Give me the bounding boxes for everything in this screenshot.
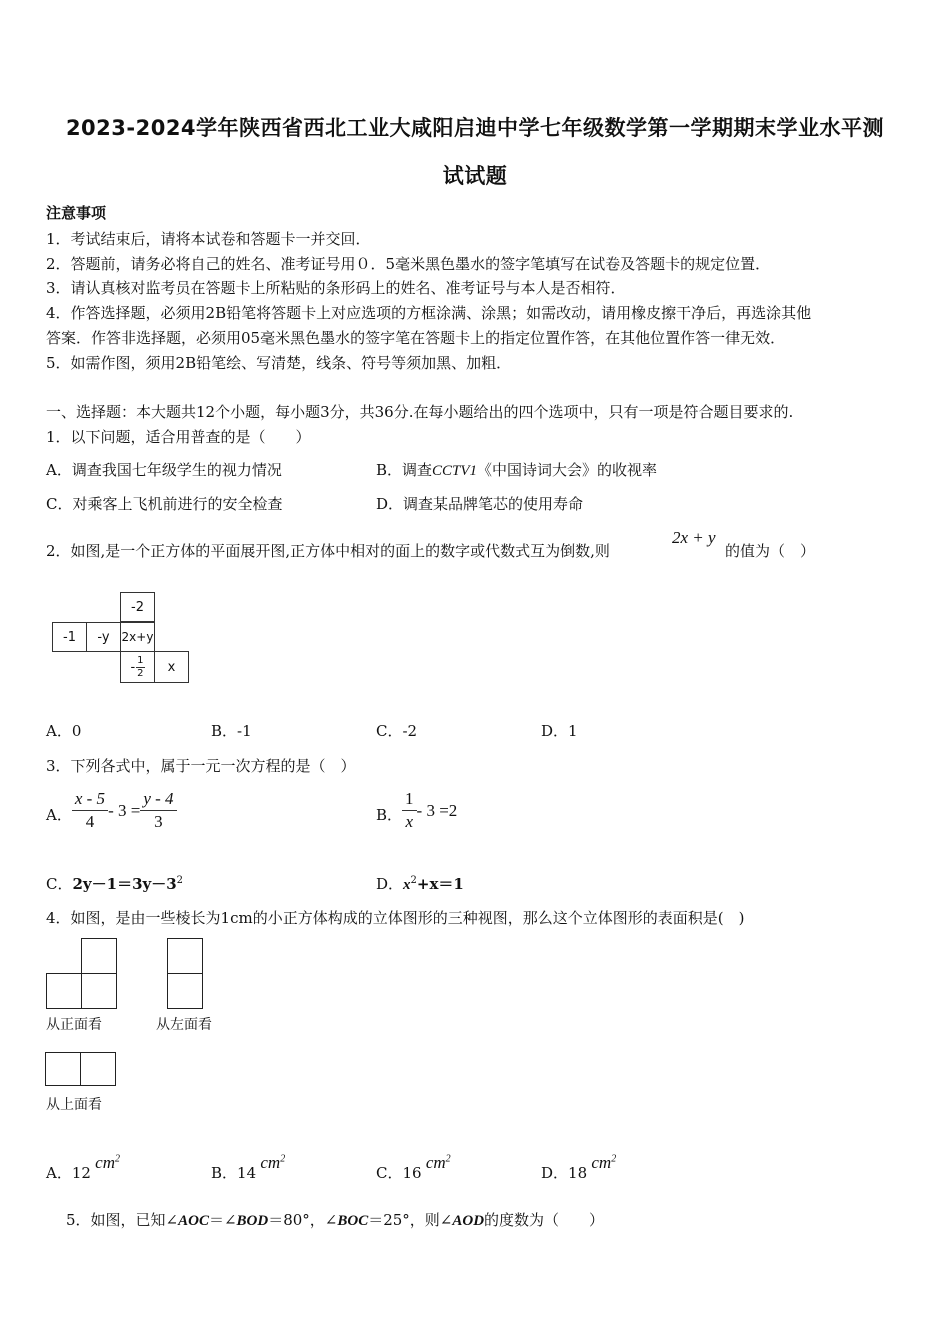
q4-unit-text: cm xyxy=(425,1153,446,1172)
q5-post: 的度数为（ ） xyxy=(484,1211,605,1229)
q4-unit-sup: 2 xyxy=(611,1153,617,1165)
q3-a-fraction1 xyxy=(72,788,108,833)
q1-option-c: C．对乘客上飞机前进行的安全检查 xyxy=(46,495,283,513)
q4-unit xyxy=(91,1153,120,1172)
q4-option-b-text: B．14 xyxy=(211,1164,257,1182)
q5-bod: BOD xyxy=(236,1213,269,1229)
q4-unit xyxy=(587,1153,616,1172)
q3-b-fraction xyxy=(402,788,417,833)
q1-option-b-post: 《中国诗词大会》的收视率 xyxy=(477,461,658,479)
note-item: 1．考试结束后，请将本试卷和答题卡一并交回． xyxy=(46,230,371,248)
q3-a-num1: x - 5 xyxy=(72,788,108,811)
q4-option-b xyxy=(211,1153,286,1183)
top-view-square xyxy=(45,1052,81,1086)
net-face-bottom xyxy=(120,651,155,683)
q2-expression: 2x + y xyxy=(672,528,716,547)
front-view-square xyxy=(81,973,117,1009)
front-view-square xyxy=(46,973,82,1009)
q3-a-num2: y - 4 xyxy=(140,788,176,811)
question-1-stem: 1．以下问题，适合用普查的是（ ） xyxy=(46,428,311,446)
top-view-label: 从上面看 xyxy=(46,1097,102,1113)
q1-option-b-pre: B．调查 xyxy=(376,461,433,479)
note-item: 3．请认真核对监考员在答题卡上所粘贴的条形码上的姓名、准考证号与本人是否相符． xyxy=(46,279,626,297)
q1-option-a: A．调查我国七年级学生的视力情况 xyxy=(46,461,282,479)
front-view-square xyxy=(81,938,117,974)
note-item: 2．答题前，请务必将自己的姓名、准考证号用０．5毫米黑色墨水的签字笔填写在试卷及答题卡的规定位置． xyxy=(46,255,771,273)
q3-option-c xyxy=(46,873,183,894)
page-title: 2023-2024学年陕西省西北工业大咸阳启迪中学七年级数学第一学期期末学业水平测 xyxy=(65,116,885,140)
q4-unit xyxy=(422,1153,451,1172)
q4-option-c-text: C．16 xyxy=(376,1164,422,1182)
q3-option-c-label: C． xyxy=(46,875,73,893)
question-2-stem: 2．如图,是一个正方体的平面展开图,正方体中相对的面上的数字或代数式互为倒数,则 xyxy=(46,542,610,560)
q2-option-a: A．0 xyxy=(46,722,82,740)
q4-option-d xyxy=(541,1153,617,1183)
q3-option-a xyxy=(46,788,177,833)
net-bottom-fraction xyxy=(136,655,144,680)
q3-option-b-label: B． xyxy=(376,806,403,824)
q3-option-b xyxy=(376,788,457,833)
left-view-square xyxy=(167,938,203,974)
note-item: 5．如需作图，须用2B铅笔绘、写清楚，线条、符号等须加黑、加粗． xyxy=(46,354,512,372)
net-face-center: 2x+y xyxy=(120,622,155,652)
q3-option-d-sup: 2 xyxy=(410,875,417,886)
q3-option-d-label: D． xyxy=(376,875,404,893)
q2-option-c: C．-2 xyxy=(376,722,418,740)
question-4-stem: 4．如图，是由一些棱长为1cm的小正方体构成的立体图形的三种视图，那么这个立体图形的表面积是( ) xyxy=(46,909,745,927)
net-face-top: -2 xyxy=(120,592,155,622)
question-3-stem: 3．下列各式中，属于一元一次方程的是（ ） xyxy=(46,757,356,775)
q4-unit-text: cm xyxy=(260,1153,281,1172)
notes-heading: 注意事项 xyxy=(46,204,107,222)
page-title-continued: 试试题 xyxy=(442,164,508,188)
q4-unit-sup: 2 xyxy=(115,1153,120,1165)
note-item: 4．作答选择题，必须用2B铅笔将答题卡上对应选项的方框涂满、涂黑；如需改动，请用橡皮擦干净后，再选涂其他 xyxy=(46,304,812,322)
net-face-left2: -y xyxy=(86,622,121,652)
net-bottom-den: 2 xyxy=(137,667,144,679)
q5-aod: AOD xyxy=(452,1213,485,1229)
net-face-left1: -1 xyxy=(52,622,87,652)
q3-option-d xyxy=(376,873,464,894)
q3-option-c-expr: 2y－1＝3y－3 xyxy=(72,875,177,893)
q4-option-c xyxy=(376,1153,451,1183)
net-bottom-sign: - xyxy=(130,659,136,675)
q3-a-mid: - 3 = xyxy=(108,800,141,820)
q4-unit-sup: 2 xyxy=(445,1153,451,1165)
q3-option-d-rest: +x＝1 xyxy=(416,875,464,893)
q1-option-d: D．调查某品牌笔芯的使用寿命 xyxy=(376,495,584,513)
q3-option-c-sup: 2 xyxy=(176,875,184,886)
net-bottom-num: 1 xyxy=(137,654,144,666)
q2-option-d: D．1 xyxy=(541,722,578,740)
q3-a-fraction2 xyxy=(140,788,176,833)
q1-option-b-em: CCTV1 xyxy=(432,463,478,479)
q3-b-tail: - 3 =2 xyxy=(416,800,458,820)
q3-option-a-label: A． xyxy=(46,806,72,824)
q2-tail: 的值为（ ） xyxy=(725,542,816,560)
left-view-square xyxy=(167,973,203,1009)
section-heading: 一、选择题：本大题共12个小题，每小题3分，共36分.在每小题给出的四个选项中，只有一项是符合题目要求的. xyxy=(46,403,794,421)
q4-option-d-text: D．18 xyxy=(541,1164,588,1182)
note-item: 答案．作答非选择题，必须用05毫米黑色墨水的签字笔在答题卡上的指定位置作答，在其他位置作答一律无效． xyxy=(46,329,786,347)
q5-boc: BOC xyxy=(337,1213,369,1229)
left-view-label: 从左面看 xyxy=(156,1017,212,1033)
q1-option-b xyxy=(376,459,657,480)
front-view-label: 从正面看 xyxy=(46,1017,102,1033)
q3-a-den2: 3 xyxy=(154,812,163,831)
q5-eq2: ＝80°，∠ xyxy=(268,1211,338,1229)
q3-option-d-x: x xyxy=(403,877,411,893)
q3-b-den: x xyxy=(405,812,414,831)
q4-unit-sup: 2 xyxy=(280,1153,286,1165)
q3-a-den1: 4 xyxy=(85,812,95,831)
net-face-right: x xyxy=(154,651,189,683)
q2-option-b: B．-1 xyxy=(211,722,252,740)
q4-unit-text: cm xyxy=(591,1153,612,1172)
q4-unit xyxy=(256,1153,285,1172)
question-5-stem xyxy=(66,1209,604,1230)
q5-pre: 5．如图，已知∠ xyxy=(66,1211,179,1229)
q5-eq3: ＝25°，则∠ xyxy=(368,1211,453,1229)
q4-option-a-text: A．12 xyxy=(46,1164,91,1182)
top-view-square xyxy=(80,1052,116,1086)
q3-b-num: 1 xyxy=(402,788,417,811)
q4-unit-text: cm xyxy=(95,1153,115,1172)
q5-eq1: ＝∠ xyxy=(208,1211,237,1229)
q4-option-a xyxy=(46,1153,120,1183)
q5-aoc: AOC xyxy=(178,1213,209,1229)
